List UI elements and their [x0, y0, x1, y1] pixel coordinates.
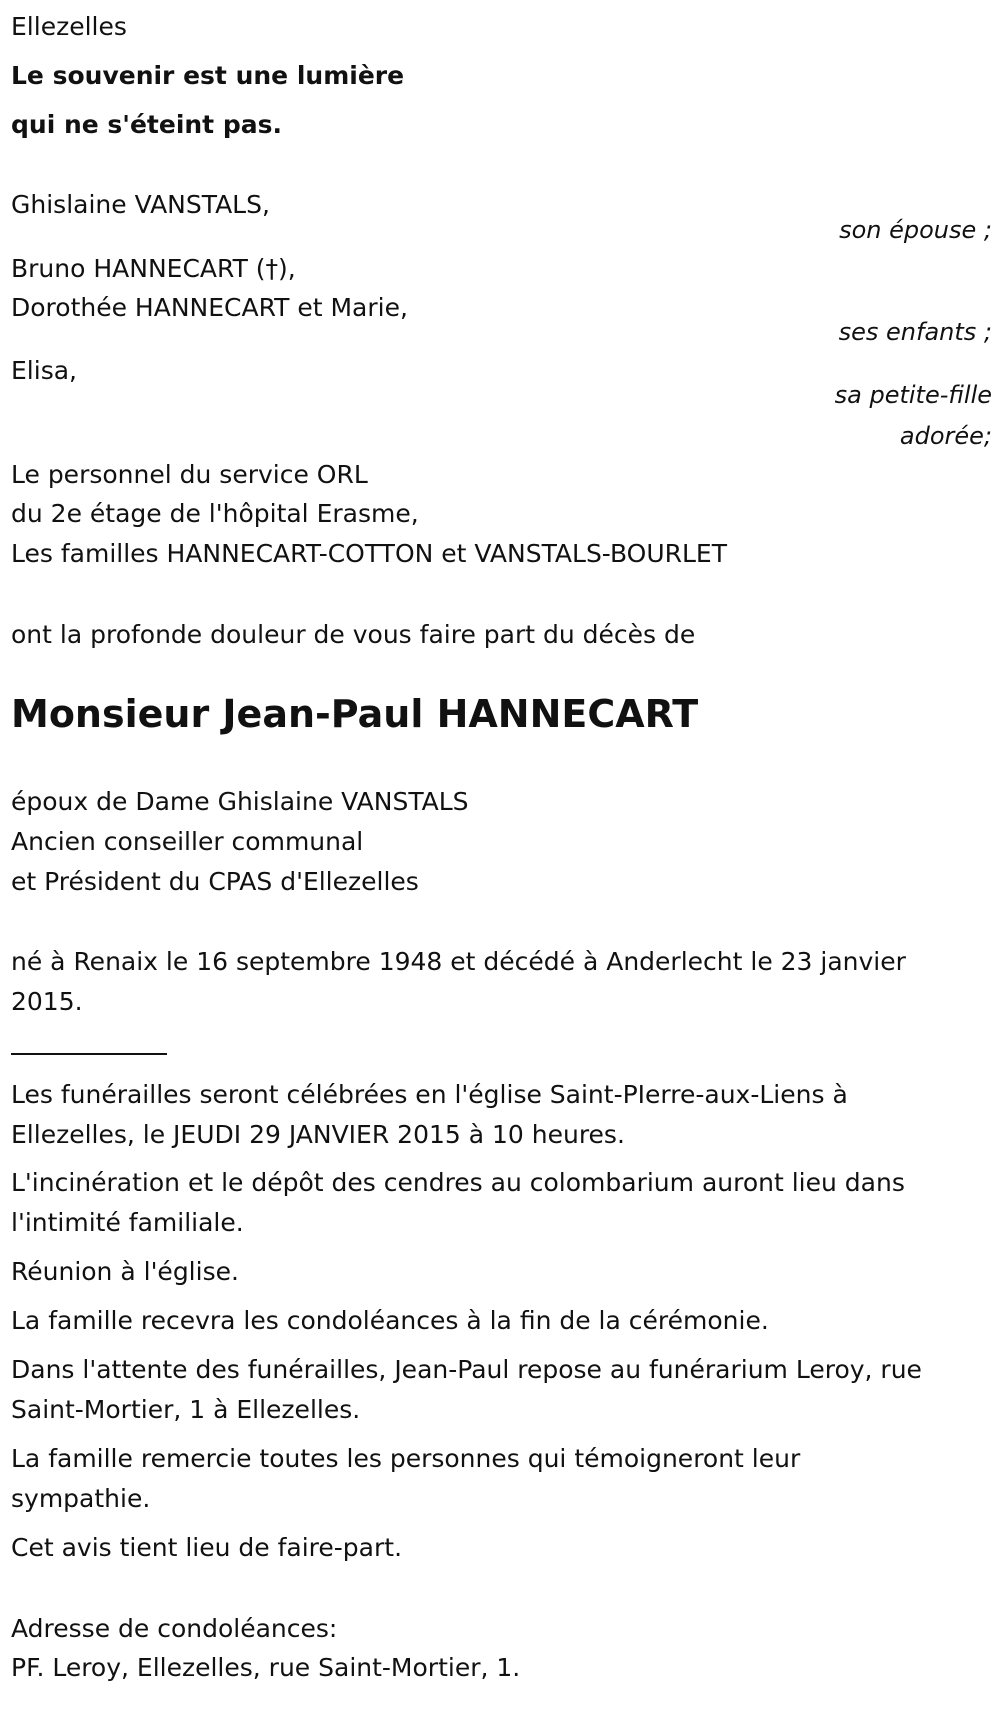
- rest-line-2: Saint-Mortier, 1 à Ellezelles.: [11, 1395, 361, 1424]
- others-line-1: Le personnel du service ORL: [11, 460, 368, 489]
- deceased-info-2: Ancien conseiller communal: [11, 827, 364, 856]
- condolences-info: La famille recevra les condoléances à la fin de la cérémonie.: [11, 1306, 769, 1335]
- spouse-name: Ghislaine VANSTALS,: [11, 190, 270, 219]
- location: Ellezelles: [11, 12, 127, 41]
- quote-line-2: qui ne s'éteint pas.: [11, 110, 282, 139]
- child-2: Dorothée HANNECART et Marie,: [11, 293, 408, 322]
- deceased-name: Monsieur Jean-Paul HANNECART: [11, 692, 699, 736]
- meeting-info: Réunion à l'église.: [11, 1257, 239, 1286]
- grandchild-role-2: adorée;: [899, 422, 992, 450]
- deceased-info-1: époux de Dame Ghislaine VANSTALS: [11, 787, 469, 816]
- address-value: PF. Leroy, Ellezelles, rue Saint-Mortier, 1.: [11, 1653, 521, 1682]
- funeral-line-1: Les funérailles seront célébrées en l'église Saint-PIerre-aux-Liens à: [11, 1080, 848, 1109]
- announcement: ont la profonde douleur de vous faire part du décès de: [11, 620, 696, 649]
- grandchild: Elisa,: [11, 356, 77, 385]
- incineration-line-1: L'incinération et le dépôt des cendres au colombarium auront lieu dans: [11, 1168, 905, 1197]
- others-line-3: Les familles HANNECART-COTTON et VANSTALS-BOURLET: [11, 539, 727, 568]
- incineration-line-2: l'intimité familiale.: [11, 1208, 244, 1237]
- dates-line-1: né à Renaix le 16 septembre 1948 et décédé à Anderlecht le 23 janvier: [11, 947, 906, 976]
- children-role: ses enfants ;: [838, 318, 992, 346]
- dates-line-2: 2015.: [11, 987, 83, 1016]
- funeral-line-2: Ellezelles, le JEUDI 29 JANVIER 2015 à 10 heures.: [11, 1120, 625, 1149]
- notice: Cet avis tient lieu de faire-part.: [11, 1533, 403, 1562]
- address-label: Adresse de condoléances:: [11, 1614, 338, 1643]
- thanks-line-1: La famille remercie toutes les personnes qui témoigneront leur: [11, 1444, 801, 1473]
- separator-line: [11, 1053, 167, 1055]
- child-1: Bruno HANNECART (†),: [11, 254, 296, 283]
- quote-line-1: Le souvenir est une lumière: [11, 61, 405, 90]
- rest-line-1: Dans l'attente des funérailles, Jean-Paul repose au funérarium Leroy, rue: [11, 1355, 922, 1384]
- thanks-line-2: sympathie.: [11, 1484, 151, 1513]
- spouse-role: son épouse ;: [839, 216, 992, 244]
- others-line-2: du 2e étage de l'hôpital Erasme,: [11, 499, 419, 528]
- deceased-info-3: et Président du CPAS d'Ellezelles: [11, 867, 419, 896]
- grandchild-role-1: sa petite-fille: [834, 381, 992, 409]
